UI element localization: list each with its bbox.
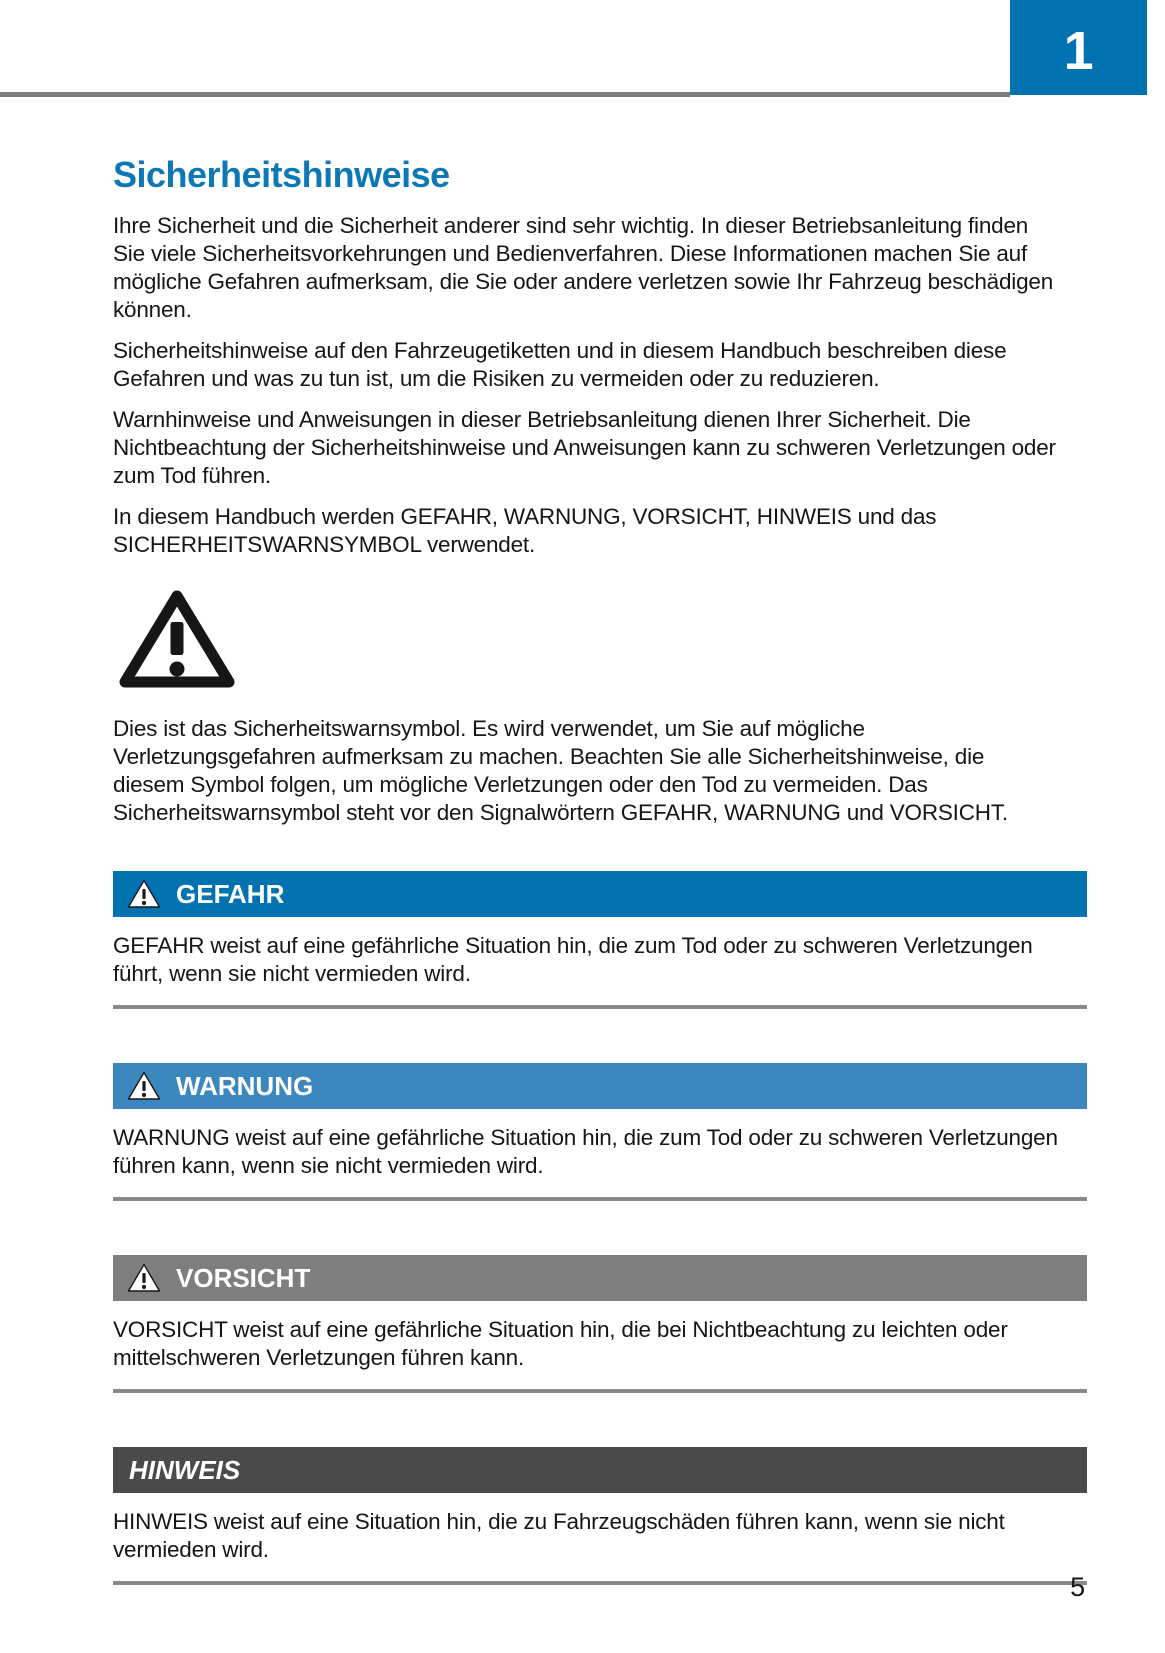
page-title: Sicherheitshinweise — [113, 154, 450, 195]
signal-section-vorsicht — [113, 1255, 1087, 1393]
page-header — [0, 0, 1165, 97]
gefahr-banner — [113, 871, 1087, 917]
section-divider — [113, 1005, 1087, 1009]
signal-label: GEFAHR — [176, 878, 285, 909]
signal-word-sections — [113, 871, 1087, 1585]
signal-description: WARNUNG weist auf eine gefährliche Situation hin, die zum Tod oder zu schweren Verletzungen führen kann, wenn sie nicht vermieden wird. — [113, 1125, 1058, 1178]
warning-triangle-icon — [126, 1070, 162, 1102]
warning-triangle-icon — [126, 878, 162, 910]
page-content — [113, 154, 1087, 1585]
intro-paragraph: Sicherheitshinweise auf den Fahrzeugetiketten und in diesem Handbuch beschreiben diese Gefahren und was zu tun ist, um die Risiken zu vermeiden oder zu reduzieren. — [113, 338, 1007, 391]
chapter-number: 1 — [1063, 20, 1094, 81]
hinweis-banner — [113, 1447, 1087, 1493]
signal-section-warnung — [113, 1063, 1087, 1201]
chapter-number-box — [1010, 0, 1147, 95]
intro-paragraph: In diesem Handbuch werden GEFAHR, WARNUNG, VORSICHT, HINWEIS und das SICHERHEITSWARNSYMBOL verwendet. — [113, 504, 937, 557]
section-divider — [113, 1389, 1087, 1393]
safety-warning-symbol — [115, 585, 1087, 693]
section-divider — [113, 1581, 1087, 1585]
symbol-explanation: Dies ist das Sicherheitswarnsymbol. Es wird verwendet, um Sie auf mögliche Verletzungsgefahren aufmerksam zu machen. Beachten Sie alle Sicherheitshinweise, die diesem Symbol folgen, um mögliche Verletzungen oder den Tod zu vermeiden. Das Sicherheitswarnsymbol steht vor den Signalwörtern GEFAHR, WARNUNG und VORSICHT. — [113, 716, 1008, 825]
warning-triangle-icon — [126, 1262, 162, 1294]
signal-description: GEFAHR weist auf eine gefährliche Situation hin, die zum Tod oder zu schweren Verletzungen führt, wenn sie nicht vermieden wird. — [113, 933, 1033, 986]
signal-section-hinweis — [113, 1447, 1087, 1585]
signal-label: WARNUNG — [176, 1070, 314, 1101]
intro-paragraph: Warnhinweise und Anweisungen in dieser Betriebsanleitung dienen Ihrer Sicherheit. Die Nichtbeachtung der Sicherheitshinweise und Anweisungen kann zu schweren Verletzungen oder zum Tod führen. — [113, 407, 1056, 488]
header-rule — [0, 92, 1010, 97]
warning-triangle-icon — [115, 585, 239, 693]
signal-description: HINWEIS weist auf eine Situation hin, die zu Fahrzeugschäden führen kann, wenn sie nicht vermieden wird. — [113, 1509, 1005, 1562]
signal-label: VORSICHT — [176, 1262, 311, 1293]
signal-label: HINWEIS — [129, 1454, 241, 1485]
page-number: 5 — [1070, 1572, 1085, 1602]
section-divider — [113, 1197, 1087, 1201]
signal-description: VORSICHT weist auf eine gefährliche Situation hin, die bei Nichtbeachtung zu leichten oder mittelschweren Verletzungen führen kann. — [113, 1317, 1008, 1370]
warnung-banner — [113, 1063, 1087, 1109]
signal-section-gefahr — [113, 871, 1087, 1009]
intro-paragraph: Ihre Sicherheit und die Sicherheit anderer sind sehr wichtig. In dieser Betriebsanleitung finden Sie viele Sicherheitsvorkehrungen und Bedienverfahren. Diese Informationen machen Sie auf mögliche Gefahren aufmerksam, die Sie oder andere verletzen sowie Ihr Fahrzeug beschädigen können. — [113, 213, 1054, 322]
vorsicht-banner — [113, 1255, 1087, 1301]
